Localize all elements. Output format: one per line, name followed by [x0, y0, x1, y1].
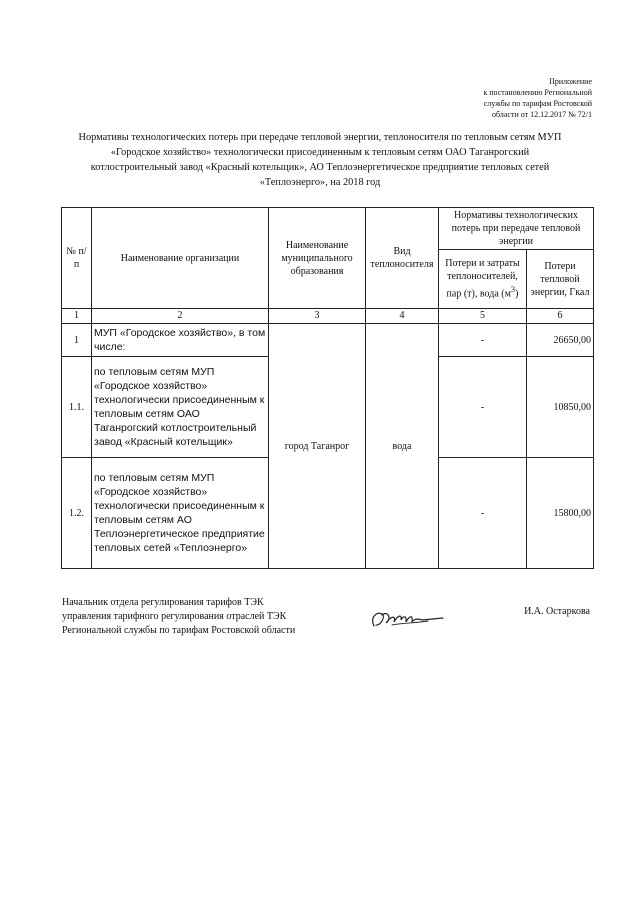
handwritten-signature — [368, 606, 446, 632]
row-organization: по тепловым сетям МУП «Городское хозяйство» технологически присоединенным к тепловым сетям ОАО Таганрогский котлостроительный завод «Красный котельщик» — [92, 357, 269, 458]
title-line: Нормативы технологических потерь при передаче тепловой энергии, теплоносителя по тепловым сетям МУП — [78, 132, 562, 143]
title-line: «Городское хозяйство» технологически присоединенным к тепловым сетям ОАО Таганрогский — [110, 147, 530, 158]
signatory-line: управления тарифного регулирования отраслей ТЭК — [62, 611, 287, 622]
header-carrier-losses — [439, 250, 527, 309]
heat-loss-cell: 26650,00 — [527, 324, 594, 357]
index-cell: 3 — [269, 309, 366, 324]
unit-superscript: 3 — [510, 285, 516, 295]
carrier-cell: вода — [366, 324, 439, 569]
index-cell: 1 — [62, 309, 92, 324]
index-row — [62, 309, 594, 324]
signatory-line: Начальник отдела регулирования тарифов ТЭК — [62, 597, 264, 608]
norms-table — [61, 207, 594, 569]
index-cell: 4 — [366, 309, 439, 324]
header-heat-losses: Потери тепловой энергии, Гкал — [527, 250, 594, 309]
heat-loss-cell: 10850,00 — [527, 357, 594, 458]
row-number: 1.2. — [62, 458, 92, 569]
carrier-loss-cell: - — [439, 357, 527, 458]
index-cell: 5 — [439, 309, 527, 324]
index-cell: 6 — [527, 309, 594, 324]
header-norms: Нормативы технологических потерь при передаче тепловой энергии — [439, 208, 594, 250]
appendix-line: к постановлению Региональной — [483, 88, 592, 97]
carrier-loss-cell: - — [439, 324, 527, 357]
header-organization: Наименование организации — [92, 208, 269, 309]
title-line: «Теплоэнерго», на 2018 год — [259, 177, 381, 188]
carrier-loss-cell: - — [439, 458, 527, 569]
signatory-line: Региональной службы по тарифам Ростовской области — [62, 625, 296, 636]
heat-loss-cell: 15800,00 — [527, 458, 594, 569]
header-num: № п/п — [62, 208, 92, 309]
header-municipality: Наименование муниципального образования — [269, 208, 366, 309]
header-carrier-losses-text: Потери и затраты теплоносителей, пар (т), вода (м — [445, 258, 520, 300]
municipality-cell: город Таганрог — [269, 324, 366, 569]
row-number: 1 — [62, 324, 92, 357]
signatory-block — [62, 596, 295, 638]
row-number: 1.1. — [62, 357, 92, 458]
appendix-line: Приложение — [549, 77, 592, 86]
appendix-note — [392, 76, 592, 120]
signature-underline — [392, 621, 428, 625]
signatory-name: И.А. Остаркова — [524, 606, 590, 617]
header-carrier-losses-end: ) — [515, 288, 519, 300]
appendix-line: службы по тарифам Ростовской — [483, 99, 592, 108]
signature-stroke — [373, 613, 443, 626]
header-row — [62, 208, 594, 250]
document-title — [60, 130, 580, 190]
index-cell: 2 — [92, 309, 269, 324]
table-row — [62, 324, 594, 357]
header-carrier-type: Вид теплоносителя — [366, 208, 439, 309]
title-line: котлостроительный завод «Красный котельщик», АО Теплоэнергетическое предприятие тепловых сетей — [90, 162, 550, 173]
appendix-line: области от 12.12.2017 № 72/1 — [492, 110, 592, 119]
row-organization: по тепловым сетям МУП «Городское хозяйство» технологически присоединенным к тепловым сетям АО Теплоэнергетическое предприятие тепловых сетей «Теплоэнерго» — [92, 458, 269, 569]
row-organization: МУП «Городское хозяйство», в том числе: — [92, 324, 269, 357]
